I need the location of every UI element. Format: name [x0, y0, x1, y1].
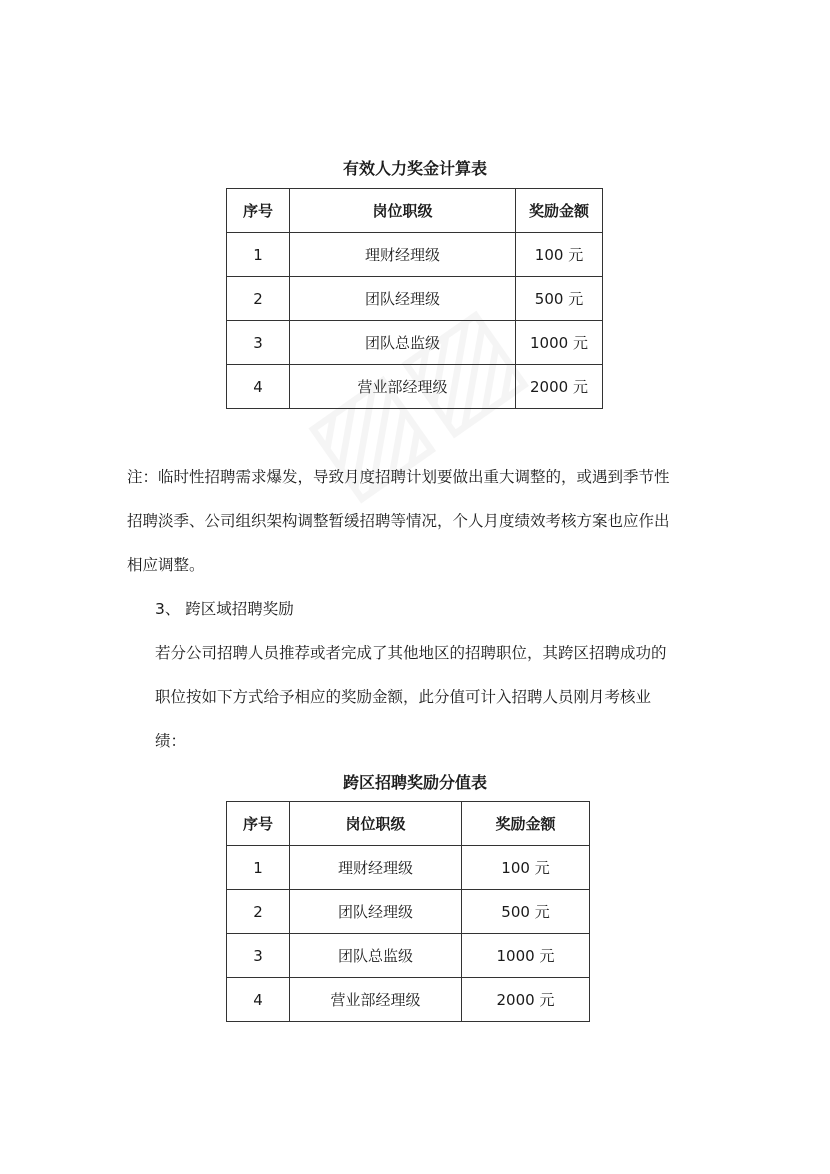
cell-amount: 500 元	[516, 277, 603, 321]
table-header-row	[227, 802, 590, 846]
cell-index: 1	[227, 233, 290, 277]
cell-position: 团队经理级	[290, 277, 516, 321]
cell-index: 3	[227, 934, 290, 978]
cell-amount: 1000 元	[462, 934, 590, 978]
note-line-2: 招聘淡季、公司组织架构调整暂缓招聘等情况，个人月度绩效考核方案也应作出	[127, 512, 670, 530]
section-line-1: 若分公司招聘人员推荐或者完成了其他地区的招聘职位，其跨区招聘成功的	[155, 644, 667, 662]
cell-amount: 2000 元	[462, 978, 590, 1022]
section-line-3: 绩：	[155, 732, 187, 750]
section-line-2: 职位按如下方式给予相应的奖励金额，此分值可计入招聘人员刚月考核业	[155, 688, 652, 706]
note-line-1: 注：临时性招聘需求爆发，导致月度招聘计划要做出重大调整的，或遇到季节性	[127, 468, 670, 486]
cell-index: 1	[227, 846, 290, 890]
table-row	[227, 365, 603, 409]
table-row	[227, 934, 590, 978]
header-index: 序号	[227, 189, 290, 233]
reward-table-2	[226, 801, 590, 1022]
cell-amount: 500 元	[462, 890, 590, 934]
table-row	[227, 277, 603, 321]
cell-position: 团队总监级	[290, 934, 462, 978]
cell-position: 理财经理级	[290, 846, 462, 890]
header-position: 岗位职级	[290, 802, 462, 846]
cell-amount: 100 元	[462, 846, 590, 890]
cell-amount: 1000 元	[516, 321, 603, 365]
cell-position: 团队总监级	[290, 321, 516, 365]
table1-title: 有效人力奖金计算表	[342, 159, 487, 178]
table-row	[227, 233, 603, 277]
table-header-row	[227, 189, 603, 233]
table-row	[227, 846, 590, 890]
note-line-3: 相应调整。	[127, 556, 205, 574]
cell-position: 团队经理级	[290, 890, 462, 934]
table2-title: 跨区招聘奖励分值表	[342, 773, 487, 792]
header-position: 岗位职级	[290, 189, 516, 233]
cell-index: 2	[227, 890, 290, 934]
cell-index: 4	[227, 978, 290, 1022]
header-amount: 奖励金额	[516, 189, 603, 233]
section-heading: 3、 跨区域招聘奖励	[155, 600, 294, 618]
cell-position: 营业部经理级	[290, 365, 516, 409]
header-amount: 奖励金额	[462, 802, 590, 846]
table-row	[227, 321, 603, 365]
cell-index: 4	[227, 365, 290, 409]
cell-position: 营业部经理级	[290, 978, 462, 1022]
cell-index: 3	[227, 321, 290, 365]
reward-table-1	[226, 188, 603, 409]
cell-position: 理财经理级	[290, 233, 516, 277]
table-row	[227, 978, 590, 1022]
header-index: 序号	[227, 802, 290, 846]
cell-index: 2	[227, 277, 290, 321]
cell-amount: 2000 元	[516, 365, 603, 409]
table-row	[227, 890, 590, 934]
cell-amount: 100 元	[516, 233, 603, 277]
